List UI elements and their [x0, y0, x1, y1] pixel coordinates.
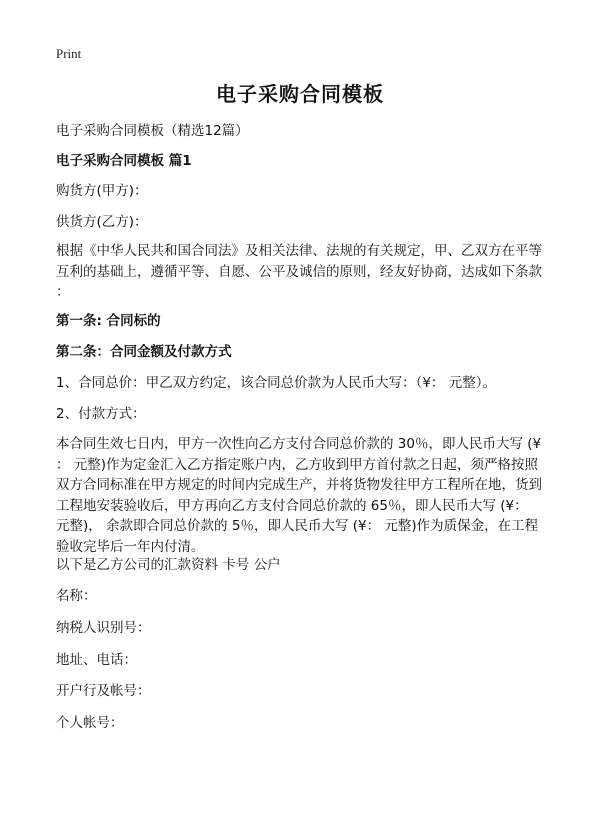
article-1-heading: 第一条: 合同标的: [56, 313, 161, 329]
document-title: 电子采购合同模板: [216, 82, 384, 106]
buyer-line: 购货方(甲方)：: [56, 183, 148, 199]
payment-line: 元整)， 余款即合同总价款的 5％，即人民币大写 (¥： 元整)作为质保金，在工程: [56, 518, 539, 534]
payment-line: 本合同生效七日内，甲方一次性向乙方支付合同总价款的 30％，即人民币大写 (¥: [56, 436, 542, 452]
bank-info-intro: 以下是乙方公司的汇款资料 卡号 公户: [56, 557, 281, 573]
intro-paragraph: [56, 241, 546, 303]
field-personal-account: 个人帐号：: [56, 715, 124, 731]
section-heading: 电子采购合同模板 篇1: [56, 153, 192, 169]
payment-line: 工程地安装验收后，甲方再向乙方支付合同总价款的 65％，即人民币大写 (¥：: [56, 497, 528, 514]
article-2-heading: 第二条：合同金额及付款方式: [56, 344, 232, 360]
intro-line: 互利的基础上，遵循平等、自愿、公平及诚信的原则，经友好协商，达成如下条款: [56, 263, 542, 280]
payment-paragraph: [56, 434, 546, 557]
payment-method-label: 2、付款方式：: [56, 406, 146, 422]
field-address-phone: 地址、电话：: [56, 652, 137, 668]
intro-line: 根据《中华人民共和国合同法》及相关法律、法规的有关规定，甲、乙双方在平等: [56, 243, 542, 259]
payment-line: 验收完毕后一年内付清。: [56, 538, 205, 555]
field-bank-account: 开户行及帐号：: [56, 683, 151, 699]
field-name: 名称：: [56, 588, 97, 604]
payment-line: 双方合同标准在甲方规定的时间内完成生产，并将货物发往甲方工程所在地，货到: [56, 477, 542, 493]
field-tax-id: 纳税人识别号：: [56, 620, 151, 636]
print-label: Print: [56, 46, 82, 61]
contract-total-line: 1、合同总价：甲乙双方约定，该合同总价款为人民币大写：（¥： 元整）。: [56, 375, 496, 391]
payment-line: ： 元整)作为定金汇入乙方指定账户内，乙方收到甲方首付款之日起，须严格按照: [56, 456, 539, 473]
document-subtitle: 电子采购合同模板（精选12篇）: [56, 123, 249, 139]
seller-line: 供货方(乙方)：: [56, 214, 148, 230]
intro-line: ：: [56, 284, 70, 300]
